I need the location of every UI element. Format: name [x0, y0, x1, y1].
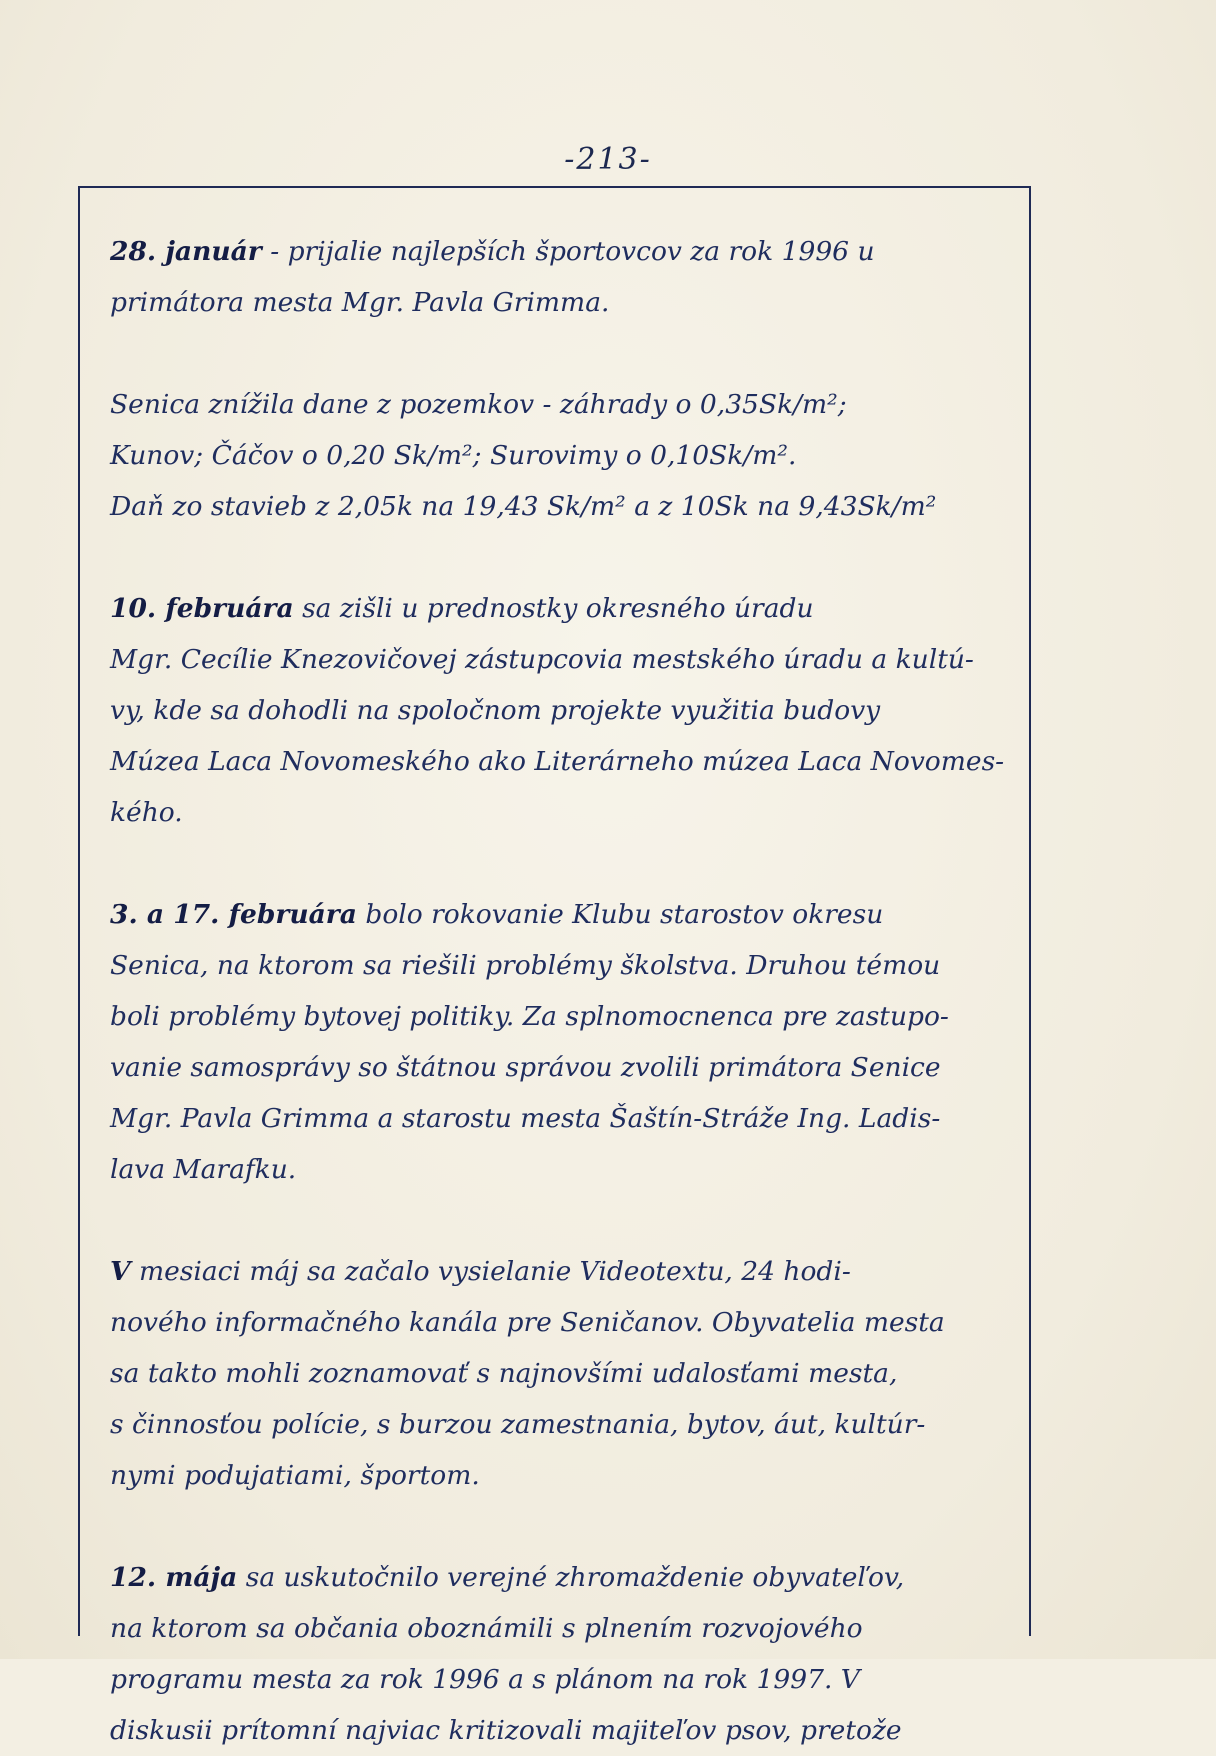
paragraph-gap — [110, 838, 1015, 889]
entry-land-tax — [110, 379, 1015, 532]
text-line: Múzea Laca Novomeského ako Literárneho múzea Laca Novomes- — [110, 746, 1005, 777]
text-line: boli problémy bytovej politiky. Za splnomocnenca pre zastupo- — [110, 1001, 949, 1032]
text-line: programu mesta za rok 1996 a s plánom na rok 1997. V — [110, 1664, 860, 1695]
text-line — [110, 1246, 1015, 1297]
entry-date: V — [110, 1256, 131, 1287]
text-line: Daň zo stavieb z 2,05k na 19,43 Sk/m² a z 10Sk na 9,43Sk/m² — [110, 491, 937, 522]
entry-text: sa uskutočnilo verejné zhromaždenie obyvateľov, — [237, 1562, 905, 1593]
text-line — [110, 889, 1015, 940]
text-line: Senica znížila dane z pozemkov - záhrady o 0,35Sk/m²; — [110, 389, 847, 420]
entry-february-10 — [110, 583, 1015, 838]
manuscript-text — [110, 226, 1015, 1756]
text-line: Mgr. Pavla Grimma a starostu mesta Šaštín-Stráže Ing. Ladis- — [110, 1103, 941, 1134]
text-line: Mgr. Cecílie Knezovičovej zástupcovia mestského úradu a kultú- — [110, 644, 974, 675]
entry-may-videotext — [110, 1246, 1015, 1501]
paragraph-gap — [110, 532, 1015, 583]
text-line: nového informačného kanála pre Seničanov. Obyvatelia mesta — [110, 1307, 945, 1338]
entry-january-28 — [110, 226, 1015, 328]
text-line — [110, 1552, 1015, 1603]
entry-date: 12. mája — [110, 1562, 238, 1593]
entry-date: 28. január — [110, 236, 262, 267]
text-line: primátora mesta Mgr. Pavla Grimma. — [110, 287, 610, 318]
text-line — [110, 583, 1015, 634]
text-line: kého. — [110, 797, 183, 828]
text-line: vanie samosprávy so štátnou správou zvolili primátora Senice — [110, 1052, 941, 1083]
paragraph-gap — [110, 1501, 1015, 1552]
paragraph-gap — [110, 328, 1015, 379]
text-line — [110, 226, 1015, 277]
text-line: diskusii prítomní najviac kritizovali majiteľov psov, pretože — [110, 1715, 902, 1746]
entry-text: sa zišli u prednostky okresného úradu — [293, 593, 814, 624]
text-line: lava Marafku. — [110, 1154, 297, 1185]
entry-date: 10. februára — [110, 593, 294, 624]
text-line: Kunov; Čáčov o 0,20 Sk/m²; Surovimy o 0,10Sk/m². — [110, 440, 797, 471]
entry-text: mesiaci máj sa začalo vysielanie Videotextu, 24 hodi- — [130, 1256, 851, 1287]
text-line: s činnosťou polície, s burzou zamestnania, bytov, áut, kultúr- — [110, 1409, 926, 1440]
text-line: nymi podujatiami, športom. — [110, 1460, 480, 1491]
entry-text: - prijalie najlepších športovcov za rok 1996 u — [261, 236, 875, 267]
entry-may-12 — [110, 1552, 1015, 1756]
paragraph-gap — [110, 1195, 1015, 1246]
entry-text: bolo rokovanie Klubu starostov okresu — [356, 899, 884, 930]
text-line: vy, kde sa dohodli na spoločnom projekte využitia budovy — [110, 695, 881, 726]
text-line: sa takto mohli zoznamovať s najnovšími udalosťami mesta, — [110, 1358, 898, 1389]
text-line: Senica, na ktorom sa riešili problémy školstva. Druhou témou — [110, 950, 941, 981]
page-number: -213- — [564, 142, 652, 177]
text-line: na ktorom sa občania oboznámili s plnením rozvojového — [110, 1613, 863, 1644]
entry-date: 3. a 17. februára — [110, 899, 357, 930]
entry-february-3-17 — [110, 889, 1015, 1195]
